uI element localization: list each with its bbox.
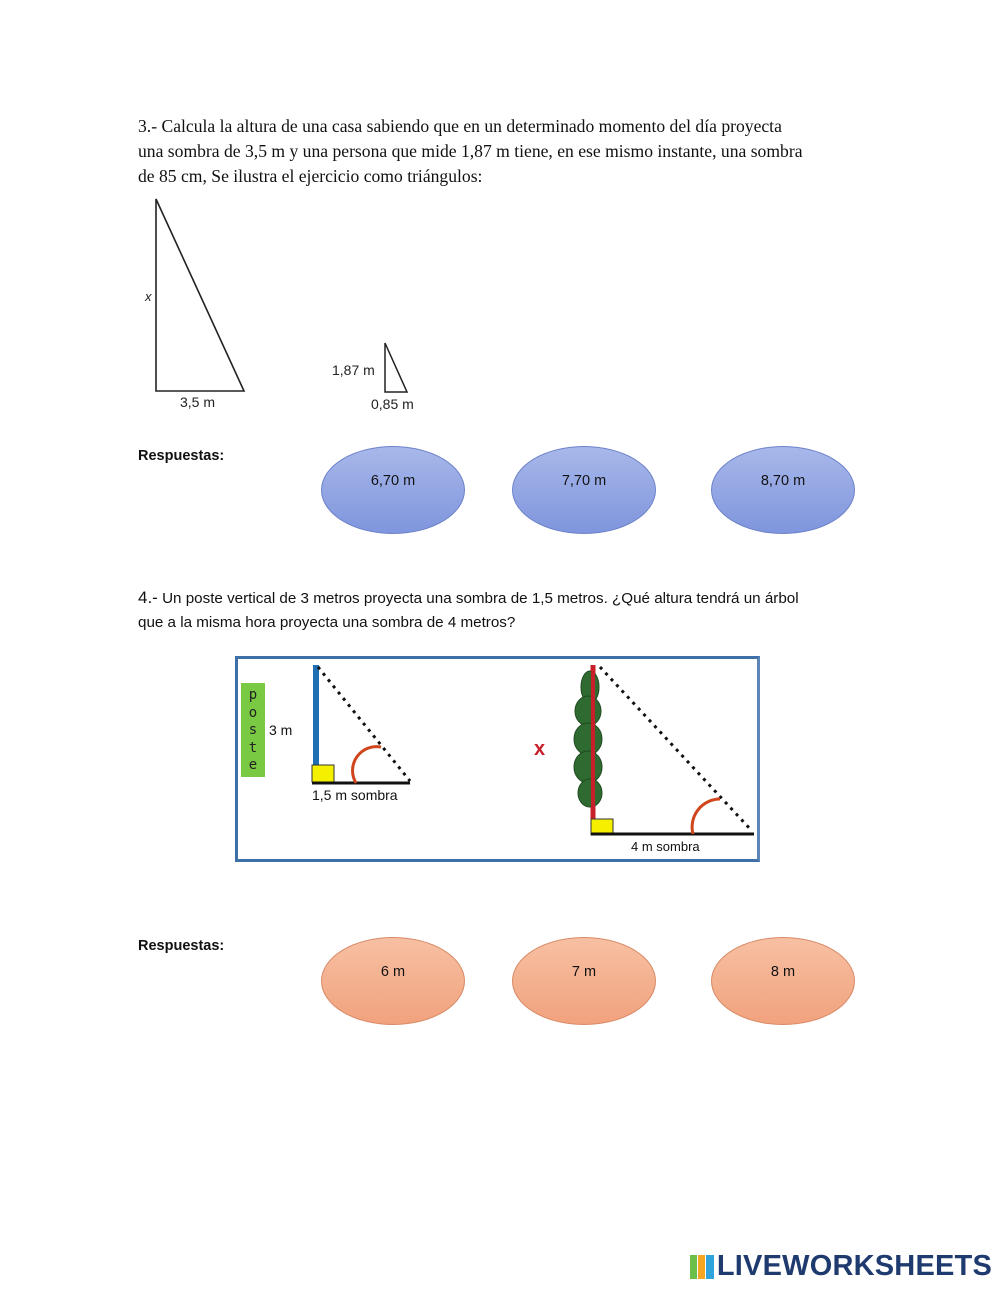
person-triangle-figure [380,340,420,400]
house-triangle [156,199,244,391]
pole-letter: t [248,739,258,756]
liveworksheets-brand [689,1250,992,1283]
question-3-line-1: 3.- Calcula la altura de una casa sabiendo que en un determinado momento del día proyecta [138,116,782,136]
answer-option-text: 8 m [770,964,796,980]
question-3-line-3: de 85 cm, Se ilustra el ejercicio como triángulos: [138,166,483,186]
answer-option-text: 7,70 m [561,473,607,489]
answer-option-text: 8,70 m [760,473,806,489]
pole-shadow-label: 1,5 m sombra [312,787,398,803]
answer-option-text: 7 m [571,964,597,980]
answer-option-6-70[interactable] [321,446,465,534]
shadow-figure [238,659,757,859]
question-4-answers-label: Respuestas: [138,938,225,954]
question-4-line-1-text: Un poste vertical de 3 metros proyecta una sombra de 1,5 metros. ¿Qué altura tendrá un árbol [162,590,799,607]
pole-angle-arc [353,747,381,783]
pole-sun-ray [318,667,410,781]
question-4-number: 4.- [138,588,158,607]
question-3-answers-label: Respuestas: [138,448,225,464]
question-4-text [138,586,878,635]
brand-name: LIVEWORKSHEETS [716,1250,992,1282]
tree-sun-ray [600,667,752,831]
pole-right-angle-square [312,765,334,782]
house-shadow-label: 3,5 m [180,394,216,410]
question-3-text [138,114,868,189]
answer-option-text: 6,70 m [370,473,416,489]
person-shadow-label: 0,85 m [371,396,414,412]
house-height-label: x [145,289,152,304]
liveworksheets-logo-icon [689,1254,715,1280]
question-3-line-2: una sombra de 3,5 m y una persona que mide 1,87 m tiene, en ese mismo instante, una sombra [138,141,803,161]
unknown-x-mark: x [534,738,546,760]
answer-option-7-70[interactable] [512,446,656,534]
question-4-line-2: que a la misma hora proyecta una sombra de 4 metros? [138,614,516,631]
answer-option-7-m[interactable] [512,937,656,1025]
pole-letter: e [248,757,258,773]
pole-letter: o [248,704,258,721]
pole-letter: p [248,687,258,703]
pole-height-label: 3 m [269,722,293,738]
answer-option-8-m[interactable] [711,937,855,1025]
question-4-line-1 [138,586,878,611]
tree-angle-arc [692,799,720,834]
pole-letters [241,687,265,775]
tree-foliage [574,671,602,807]
answer-option-text: 6 m [380,964,406,980]
pole-letter: s [248,722,258,738]
answer-option-8-70[interactable] [711,446,855,534]
answer-option-6-m[interactable] [321,937,465,1025]
tree-shadow-label: 4 m sombra [631,839,700,854]
person-triangle [385,343,407,392]
person-height-label: 1,87 m [332,362,375,378]
shadow-figure-frame [235,656,760,862]
house-triangle-figure [140,195,260,415]
